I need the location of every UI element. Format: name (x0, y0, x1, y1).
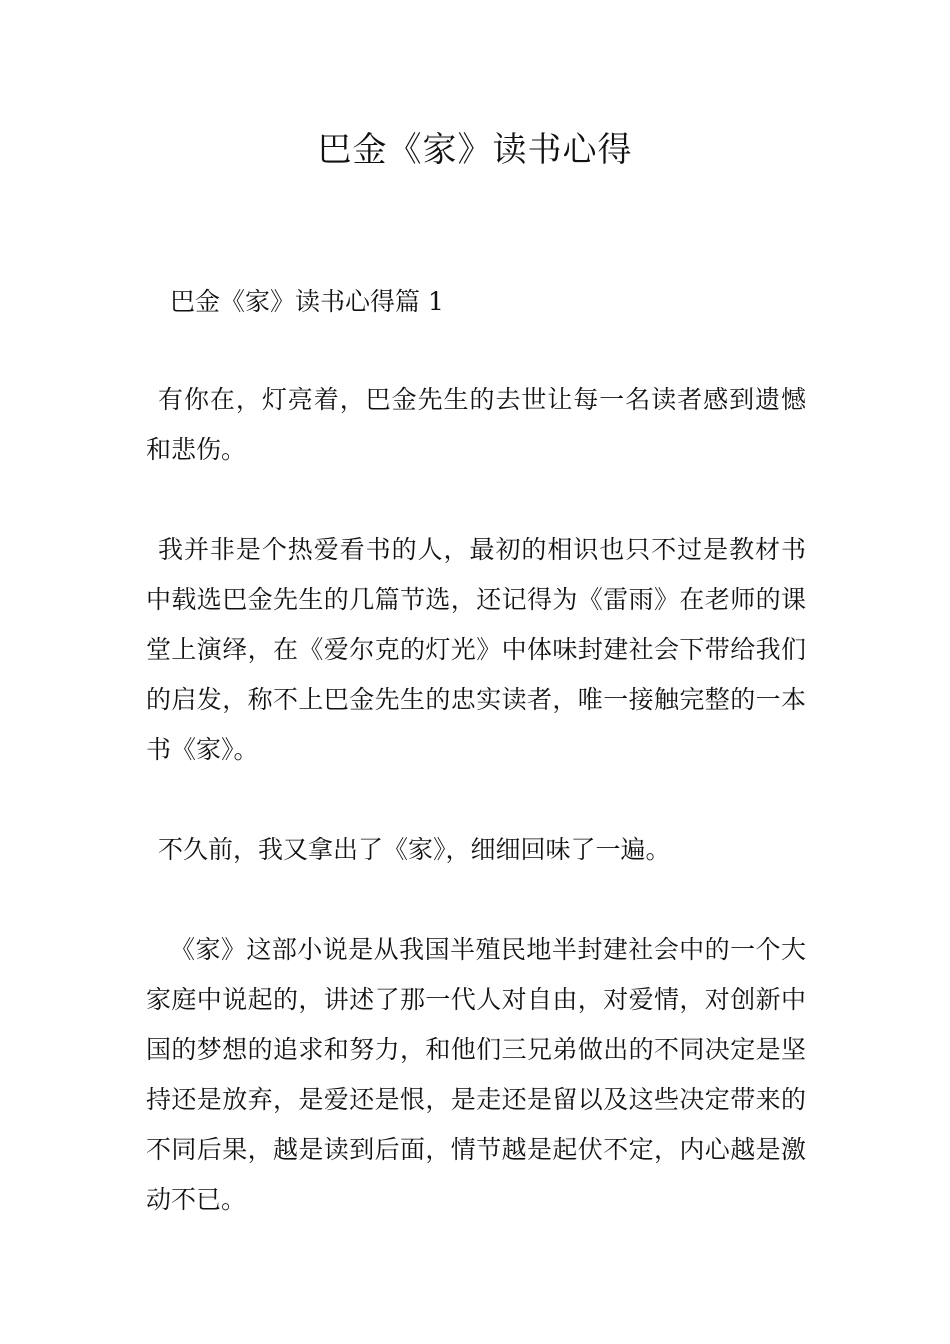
document-title: 巴金《家》读书心得 (317, 130, 633, 170)
paragraph-3: 不久前，我又拿出了《家》，细细回味了一遍。 (158, 835, 671, 864)
paragraph-2: 我并非是个热爱看书的人，最初的相识也只不过是教材书中载选巴金先生的几篇节选，还记得为《雷雨》在老师的课堂上演绎，在《爱尔克的灯光》中体味封建社会下带给我们的启发，称不上巴金先生的忠实读者，唯一接触完整的一本书《家》。 (146, 535, 806, 764)
paragraph-1: 有你在，灯亮着，巴金先生的去世让每一名读者感到遗憾和悲伤。 (146, 385, 806, 464)
section-heading: 巴金《家》读书心得篇 1 (170, 287, 444, 316)
paragraph-4: 《家》这部小说是从我国半殖民地半封建社会中的一个大家庭中说起的，讲述了那一代人对自由，对爱情，对创新中国的梦想的追求和努力，和他们三兄弟做出的不同决定是坚持还是放弃，是爱还是恨，是走还是留以及这些决定带来的不同后果，越是读到后面，情节越是起伏不定，内心越是激动不已。 (146, 935, 806, 1214)
